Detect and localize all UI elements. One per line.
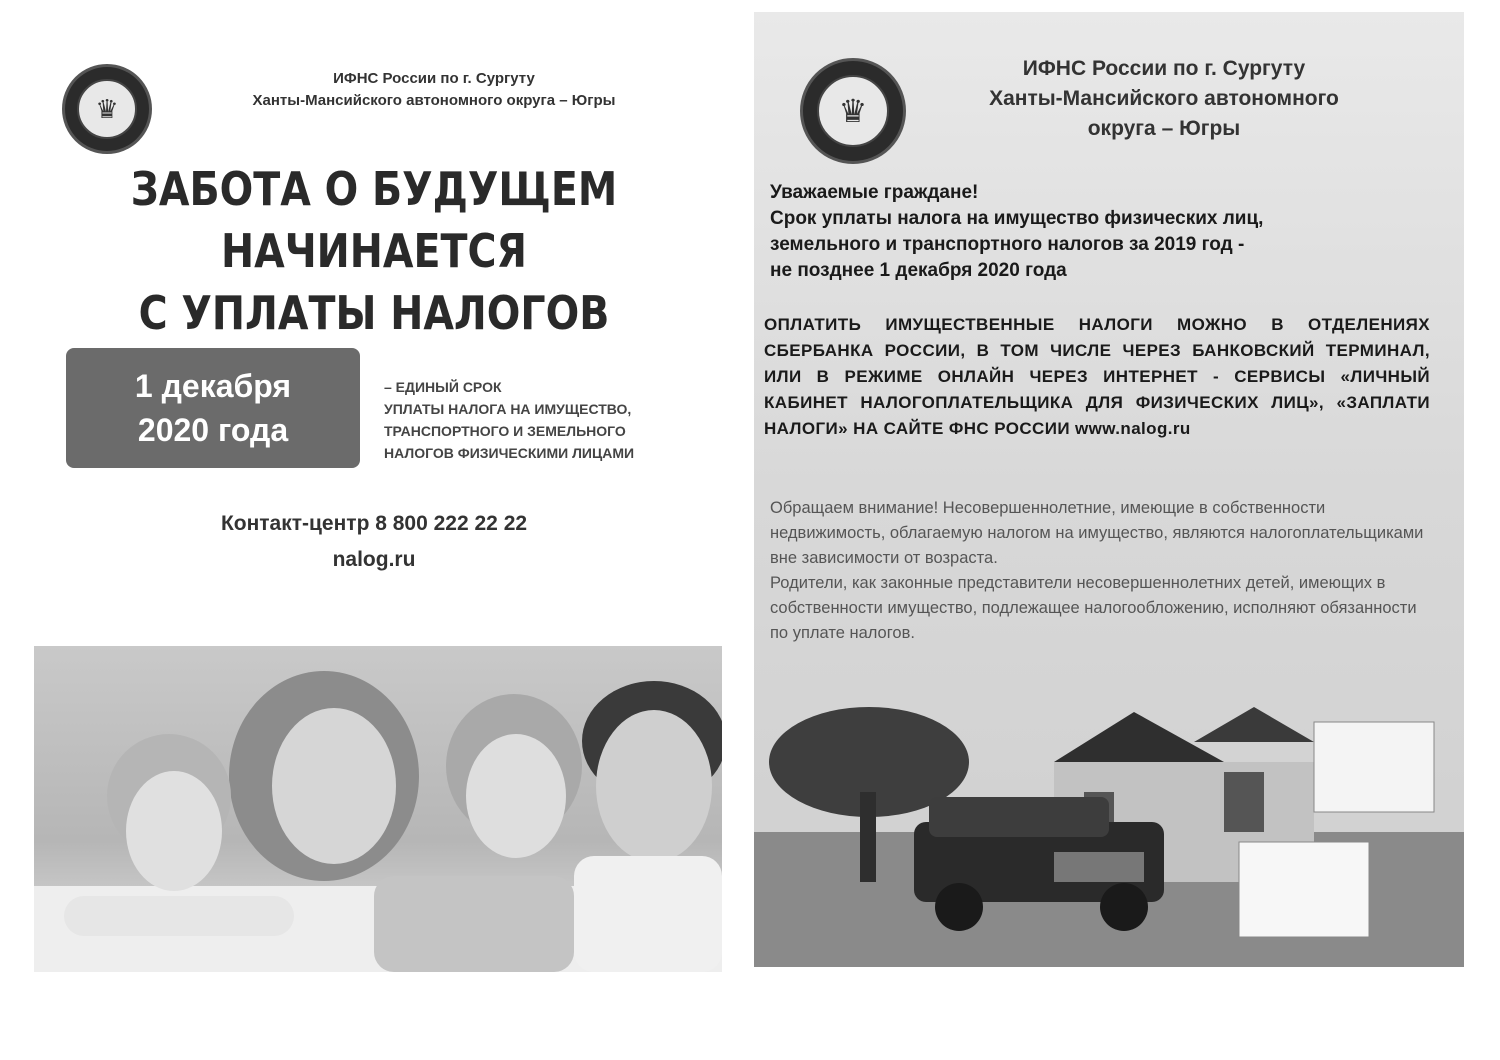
fns-emblem-icon: ♛	[800, 58, 906, 164]
notice-paragraph: Родители, как законные представители несовершеннолетних детей, имеющих в собственности имущество, подлежащее налогообложению, исполняют обязанности по уплате налогов.	[770, 574, 1417, 642]
desc-line: – ЕДИНЫЙ СРОК	[384, 379, 502, 395]
contact-block	[94, 506, 654, 578]
deadline-line: не позднее 1 декабря 2020 года	[770, 260, 1067, 281]
date-line: 1 декабря	[134, 368, 292, 404]
desc-line: УПЛАТЫ НАЛОГА НА ИМУЩЕСТВО,	[384, 401, 632, 417]
desc-line: ТРАНСПОРТНОГО И ЗЕМЕЛЬНОГО	[384, 423, 626, 439]
deadline-line: земельного и транспортного налогов за 2019 год -	[770, 234, 1245, 255]
deadline-description	[384, 376, 684, 464]
right-flyer	[754, 12, 1464, 967]
left-flyer	[34, 40, 722, 972]
headline-line: НАЧИНАЕТСЯ	[220, 224, 528, 278]
headline-line: ЗАБОТА О БУДУЩЕМ	[130, 162, 618, 216]
payment-info: ОПЛАТИТЬ ИМУЩЕСТВЕННЫЕ НАЛОГИ МОЖНО В ОТДЕЛЕНИЯХ СБЕРБАНКА РОССИИ, В ТОМ ЧИСЛЕ ЧЕРЕЗ БАНКОВСКИЙ ТЕРМИНАЛ, ИЛИ В РЕЖИМЕ ОНЛАЙН ЧЕРЕЗ ИНТЕРНЕТ - СЕРВИСЫ «ЛИЧНЫЙ КАБИНЕТ НАЛОГОПЛАТЕЛЬЩИКА ДЛЯ ФИЗИЧЕСКИХ ЛИЦ», «ЗАПЛАТИ НАЛОГИ» НА САЙТЕ ФНС РОССИИ www.nalog.ru	[764, 315, 1430, 438]
greeting: Уважаемые граждане!	[770, 182, 979, 203]
notice-paragraph: Обращаем внимание! Несовершеннолетние, имеющие в собственности недвижимость, облагаемую налогом на имущество, являются налогоплательщиками вне зависимости от возраста.	[770, 499, 1424, 567]
property-illustration	[754, 702, 1464, 967]
site-link[interactable]: nalog.ru	[332, 548, 416, 571]
greeting-block	[770, 180, 1410, 284]
org-line: Ханты-Мансийского автономного округа – Югры	[252, 92, 616, 109]
org-line: ИФНС России по г. Сургуту	[1022, 57, 1306, 80]
org-line: округа – Югры	[1087, 117, 1241, 140]
org-line: Ханты-Мансийского автономного	[989, 87, 1339, 110]
org-line: ИФНС России по г. Сургуту	[333, 70, 535, 87]
org-header	[184, 68, 684, 112]
date-line: 2020 года	[137, 412, 289, 448]
desc-line: НАЛОГОВ ФИЗИЧЕСКИМИ ЛИЦАМИ	[384, 445, 635, 461]
org-header	[914, 54, 1414, 144]
family-photo	[34, 646, 722, 972]
deadline-line: Срок уплаты налога на имущество физических лиц,	[770, 208, 1264, 229]
deadline-date-box	[66, 348, 360, 468]
notice-block	[770, 496, 1436, 646]
headline-line: С УПЛАТЫ НАЛОГОВ	[138, 286, 610, 340]
headline	[99, 158, 649, 344]
fns-emblem-icon: ♛	[62, 64, 152, 154]
contact-center-phone: Контакт-центр 8 800 222 22 22	[220, 512, 528, 535]
